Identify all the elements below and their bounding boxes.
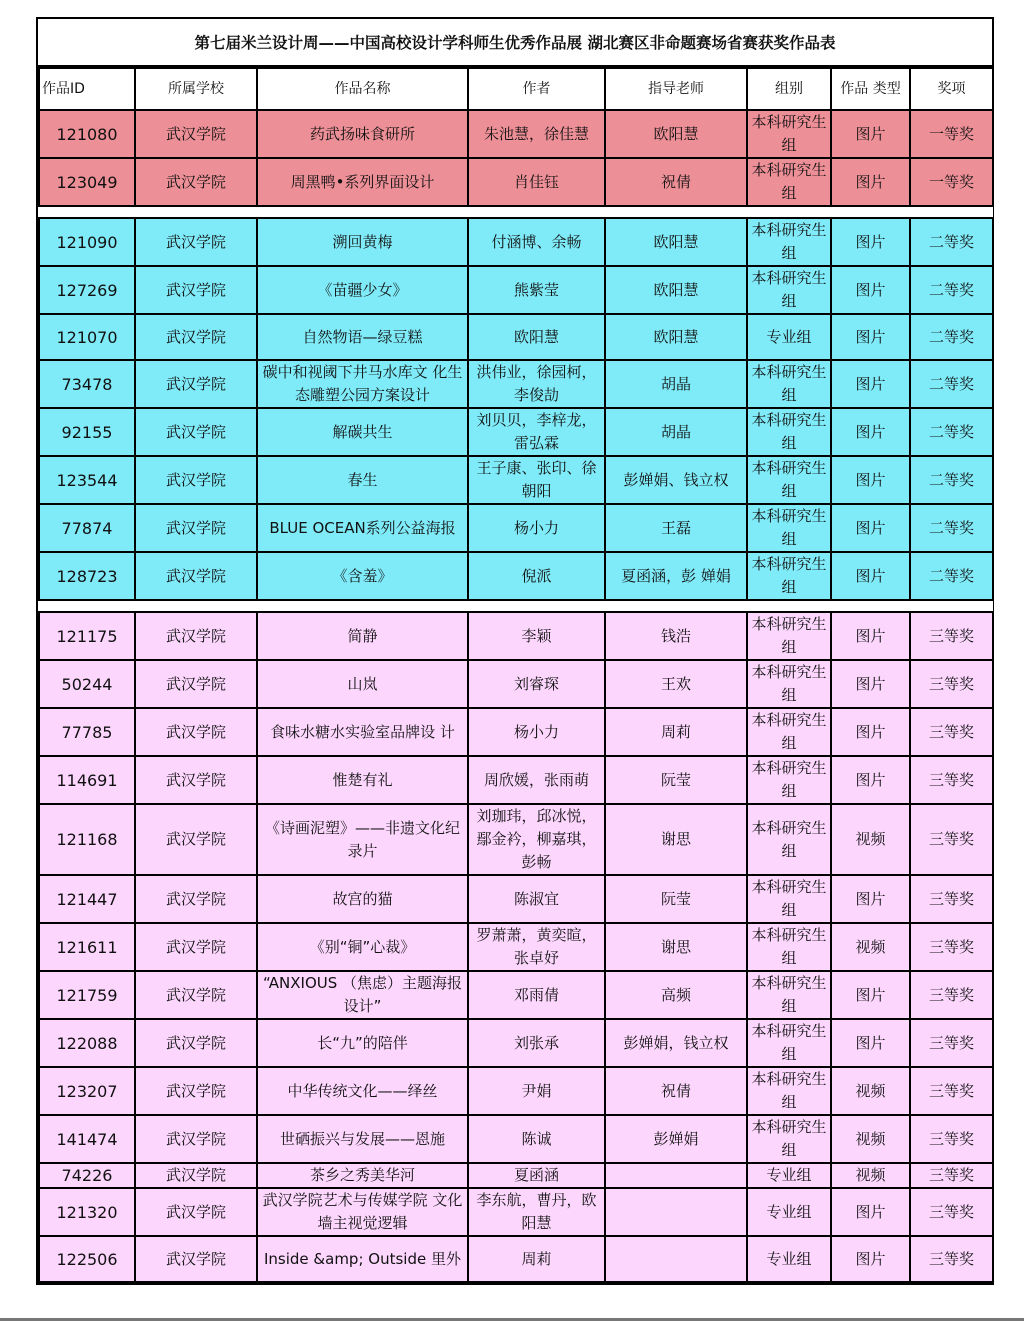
cell-award: 二等奖 xyxy=(910,360,993,408)
cell-school: 武汉学院 xyxy=(135,1115,257,1163)
table-row xyxy=(39,756,993,804)
cell-id: 50244 xyxy=(39,660,135,708)
table-title: 第七届米兰设计周——中国高校设计学科师生优秀作品展 湖北赛区非命题赛场省赛获奖作品表 xyxy=(38,19,992,67)
cell-id: 121168 xyxy=(39,804,135,875)
cell-award: 三等奖 xyxy=(910,756,993,804)
cell-group: 本科研究生组 xyxy=(747,504,831,552)
cell-work-name: Inside &amp; Outside 里外 xyxy=(257,1236,468,1282)
cell-teacher: 胡晶 xyxy=(605,408,747,456)
cell-type: 图片 xyxy=(831,504,910,552)
cell-teacher xyxy=(605,1163,747,1188)
table-row xyxy=(39,971,993,1019)
cell-author: 陈淑宜 xyxy=(468,875,605,923)
cell-group: 本科研究生组 xyxy=(747,660,831,708)
cell-author: 刘睿琛 xyxy=(468,660,605,708)
header-author: 作者 xyxy=(468,68,605,110)
table-row xyxy=(39,360,993,408)
cell-work-name: 《诗画泥塑》——非遗文化纪录片 xyxy=(257,804,468,875)
cell-author: 夏函涵 xyxy=(468,1163,605,1188)
cell-type: 图片 xyxy=(831,552,910,600)
cell-group: 本科研究生组 xyxy=(747,158,831,206)
cell-award: 二等奖 xyxy=(910,266,993,314)
cell-id: 77874 xyxy=(39,504,135,552)
cell-author: 罗萧萧，黄奕暄， 张卓妤 xyxy=(468,923,605,971)
cell-work-name: 中华传统文化——绎丝 xyxy=(257,1067,468,1115)
cell-award: 一等奖 xyxy=(910,110,993,158)
cell-author: 刘张承 xyxy=(468,1019,605,1067)
cell-work-name: 故宫的猫 xyxy=(257,875,468,923)
cell-school: 武汉学院 xyxy=(135,1236,257,1282)
cell-teacher: 欧阳慧 xyxy=(605,266,747,314)
cell-group: 本科研究生组 xyxy=(747,971,831,1019)
cell-author: 邓雨倩 xyxy=(468,971,605,1019)
cell-award: 一等奖 xyxy=(910,158,993,206)
cell-teacher: 祝倩 xyxy=(605,1067,747,1115)
cell-type: 图片 xyxy=(831,218,910,266)
table-row xyxy=(39,552,993,600)
header-id: 作品ID xyxy=(39,68,135,110)
cell-group: 本科研究生组 xyxy=(747,1115,831,1163)
cell-work-name: 自然物语—绿豆糕 xyxy=(257,314,468,360)
table-row xyxy=(39,1236,993,1282)
cell-id: 121447 xyxy=(39,875,135,923)
cell-type: 图片 xyxy=(831,266,910,314)
table-row xyxy=(39,1067,993,1115)
cell-group: 本科研究生组 xyxy=(747,218,831,266)
cell-author: 洪伟业，徐园柯， 李俊劼 xyxy=(468,360,605,408)
cell-award: 三等奖 xyxy=(910,1163,993,1188)
cell-work-name: 周黑鸭•系列界面设计 xyxy=(257,158,468,206)
cell-teacher: 欧阳慧 xyxy=(605,314,747,360)
cell-group: 本科研究生组 xyxy=(747,360,831,408)
separator-cell xyxy=(39,600,993,612)
cell-id: 121759 xyxy=(39,971,135,1019)
cell-work-name: 碳中和视阈下井马水库文 化生态雕塑公园方案设计 xyxy=(257,360,468,408)
table-row xyxy=(39,1115,993,1163)
cell-group: 本科研究生组 xyxy=(747,708,831,756)
cell-id: 123207 xyxy=(39,1067,135,1115)
cell-group: 本科研究生组 xyxy=(747,756,831,804)
cell-author: 刘贝贝，李梓龙，雷弘霖 xyxy=(468,408,605,456)
cell-type: 图片 xyxy=(831,110,910,158)
cell-id: 121611 xyxy=(39,923,135,971)
table-row xyxy=(39,660,993,708)
cell-type: 图片 xyxy=(831,1188,910,1236)
cell-group: 本科研究生组 xyxy=(747,1067,831,1115)
cell-author: 刘珈玮，邱冰悦，鄢金衿，柳嘉琪，彭畅 xyxy=(468,804,605,875)
cell-id: 141474 xyxy=(39,1115,135,1163)
cell-award: 三等奖 xyxy=(910,875,993,923)
cell-group: 专业组 xyxy=(747,314,831,360)
cell-award: 二等奖 xyxy=(910,504,993,552)
cell-id: 77785 xyxy=(39,708,135,756)
cell-teacher: 欧阳慧 xyxy=(605,218,747,266)
cell-teacher: 阮莹 xyxy=(605,756,747,804)
cell-school: 武汉学院 xyxy=(135,266,257,314)
cell-teacher: 阮莹 xyxy=(605,875,747,923)
cell-teacher: 高频 xyxy=(605,971,747,1019)
cell-award: 三等奖 xyxy=(910,1019,993,1067)
table-row xyxy=(39,708,993,756)
table-row xyxy=(39,408,993,456)
cell-id: 128723 xyxy=(39,552,135,600)
group-separator xyxy=(39,600,993,612)
cell-id: 122506 xyxy=(39,1236,135,1282)
cell-work-name: 长“九”的陪伴 xyxy=(257,1019,468,1067)
cell-work-name: 《苗疆少女》 xyxy=(257,266,468,314)
cell-school: 武汉学院 xyxy=(135,971,257,1019)
cell-type: 图片 xyxy=(831,456,910,504)
cell-group: 本科研究生组 xyxy=(747,110,831,158)
cell-award: 三等奖 xyxy=(910,1188,993,1236)
cell-work-name: 食味水糖水实验室品牌设 计 xyxy=(257,708,468,756)
cell-author: 尹娟 xyxy=(468,1067,605,1115)
cell-school: 武汉学院 xyxy=(135,456,257,504)
cell-type: 视频 xyxy=(831,804,910,875)
cell-teacher: 周莉 xyxy=(605,708,747,756)
cell-work-name: 《含羞》 xyxy=(257,552,468,600)
cell-award: 三等奖 xyxy=(910,1067,993,1115)
award-table-sheet xyxy=(36,17,994,1285)
header-group: 组别 xyxy=(747,68,831,110)
cell-type: 图片 xyxy=(831,875,910,923)
cell-school: 武汉学院 xyxy=(135,360,257,408)
award-table xyxy=(38,67,994,1283)
cell-teacher: 彭婵娟、钱立权 xyxy=(605,456,747,504)
table-row xyxy=(39,314,993,360)
cell-author: 陈诚 xyxy=(468,1115,605,1163)
cell-type: 图片 xyxy=(831,314,910,360)
cell-award: 三等奖 xyxy=(910,804,993,875)
cell-work-name: BLUE OCEAN系列公益海报 xyxy=(257,504,468,552)
table-row xyxy=(39,1188,993,1236)
cell-id: 122088 xyxy=(39,1019,135,1067)
cell-id: 123544 xyxy=(39,456,135,504)
cell-group: 本科研究生组 xyxy=(747,875,831,923)
cell-teacher: 谢思 xyxy=(605,804,747,875)
cell-type: 视频 xyxy=(831,1115,910,1163)
table-row xyxy=(39,218,993,266)
cell-type: 图片 xyxy=(831,971,910,1019)
cell-teacher: 欧阳慧 xyxy=(605,110,747,158)
cell-teacher: 祝倩 xyxy=(605,158,747,206)
header-type: 作品 类型 xyxy=(831,68,910,110)
header-row xyxy=(39,68,993,110)
cell-work-name: 解碳共生 xyxy=(257,408,468,456)
cell-group: 专业组 xyxy=(747,1188,831,1236)
cell-school: 武汉学院 xyxy=(135,158,257,206)
cell-school: 武汉学院 xyxy=(135,660,257,708)
table-row xyxy=(39,875,993,923)
cell-group: 本科研究生组 xyxy=(747,923,831,971)
cell-school: 武汉学院 xyxy=(135,708,257,756)
cell-school: 武汉学院 xyxy=(135,1188,257,1236)
cell-school: 武汉学院 xyxy=(135,756,257,804)
cell-teacher xyxy=(605,1236,747,1282)
cell-type: 视频 xyxy=(831,1163,910,1188)
cell-type: 图片 xyxy=(831,756,910,804)
cell-id: 121070 xyxy=(39,314,135,360)
table-row xyxy=(39,1163,993,1188)
cell-work-name: 世硒振兴与发展——恩施 xyxy=(257,1115,468,1163)
cell-author: 李颖 xyxy=(468,612,605,660)
cell-award: 三等奖 xyxy=(910,923,993,971)
cell-award: 二等奖 xyxy=(910,456,993,504)
cell-id: 121080 xyxy=(39,110,135,158)
cell-type: 视频 xyxy=(831,1067,910,1115)
cell-group: 本科研究生组 xyxy=(747,552,831,600)
cell-author: 杨小力 xyxy=(468,504,605,552)
header-work-name: 作品名称 xyxy=(257,68,468,110)
cell-author: 李东航，曹丹，欧 阳慧 xyxy=(468,1188,605,1236)
table-row xyxy=(39,923,993,971)
cell-school: 武汉学院 xyxy=(135,218,257,266)
cell-teacher: 钱浩 xyxy=(605,612,747,660)
cell-group: 本科研究生组 xyxy=(747,1019,831,1067)
cell-author: 周莉 xyxy=(468,1236,605,1282)
cell-award: 三等奖 xyxy=(910,1236,993,1282)
cell-author: 熊紫莹 xyxy=(468,266,605,314)
cell-author: 倪派 xyxy=(468,552,605,600)
cell-award: 二等奖 xyxy=(910,552,993,600)
cell-work-name: “ANXIOUS （焦虑）主题海报设计” xyxy=(257,971,468,1019)
cell-teacher: 彭婵娟 xyxy=(605,1115,747,1163)
cell-work-name: 药武扬味食研所 xyxy=(257,110,468,158)
cell-teacher: 彭婵娟，钱立权 xyxy=(605,1019,747,1067)
cell-group: 本科研究生组 xyxy=(747,804,831,875)
cell-group: 本科研究生组 xyxy=(747,612,831,660)
cell-award: 二等奖 xyxy=(910,218,993,266)
cell-work-name: 茶乡之秀美华河 xyxy=(257,1163,468,1188)
cell-teacher: 胡晶 xyxy=(605,360,747,408)
cell-author: 肖佳钰 xyxy=(468,158,605,206)
cell-id: 92155 xyxy=(39,408,135,456)
cell-type: 图片 xyxy=(831,408,910,456)
cell-type: 图片 xyxy=(831,612,910,660)
group-separator xyxy=(39,206,993,218)
cell-award: 三等奖 xyxy=(910,1115,993,1163)
cell-id: 73478 xyxy=(39,360,135,408)
cell-id: 121320 xyxy=(39,1188,135,1236)
separator-cell xyxy=(39,206,993,218)
cell-id: 74226 xyxy=(39,1163,135,1188)
cell-type: 图片 xyxy=(831,708,910,756)
table-row xyxy=(39,110,993,158)
cell-type: 图片 xyxy=(831,1236,910,1282)
cell-group: 本科研究生组 xyxy=(747,456,831,504)
table-row xyxy=(39,1019,993,1067)
cell-school: 武汉学院 xyxy=(135,110,257,158)
cell-author: 欧阳慧 xyxy=(468,314,605,360)
cell-type: 视频 xyxy=(831,923,910,971)
cell-school: 武汉学院 xyxy=(135,612,257,660)
cell-type: 图片 xyxy=(831,660,910,708)
cell-type: 图片 xyxy=(831,1019,910,1067)
table-row xyxy=(39,266,993,314)
cell-award: 三等奖 xyxy=(910,660,993,708)
cell-teacher: 王欢 xyxy=(605,660,747,708)
cell-work-name: 惟楚有礼 xyxy=(257,756,468,804)
table-row xyxy=(39,612,993,660)
cell-id: 114691 xyxy=(39,756,135,804)
cell-teacher: 夏函涵，彭 婵娟 xyxy=(605,552,747,600)
cell-award: 三等奖 xyxy=(910,612,993,660)
header-school: 所属学校 xyxy=(135,68,257,110)
cell-work-name: 《别“铜”心裁》 xyxy=(257,923,468,971)
cell-award: 三等奖 xyxy=(910,971,993,1019)
cell-id: 121175 xyxy=(39,612,135,660)
cell-school: 武汉学院 xyxy=(135,552,257,600)
cell-school: 武汉学院 xyxy=(135,1163,257,1188)
cell-id: 127269 xyxy=(39,266,135,314)
cell-teacher xyxy=(605,1188,747,1236)
cell-teacher: 谢思 xyxy=(605,923,747,971)
cell-group: 专业组 xyxy=(747,1163,831,1188)
cell-school: 武汉学院 xyxy=(135,314,257,360)
cell-school: 武汉学院 xyxy=(135,923,257,971)
cell-school: 武汉学院 xyxy=(135,1019,257,1067)
cell-school: 武汉学院 xyxy=(135,804,257,875)
cell-work-name: 山岚 xyxy=(257,660,468,708)
cell-author: 付涵博、余畅 xyxy=(468,218,605,266)
header-teacher: 指导老师 xyxy=(605,68,747,110)
cell-work-name: 春生 xyxy=(257,456,468,504)
table-row xyxy=(39,158,993,206)
cell-author: 杨小力 xyxy=(468,708,605,756)
cell-teacher: 王磊 xyxy=(605,504,747,552)
cell-type: 图片 xyxy=(831,158,910,206)
cell-school: 武汉学院 xyxy=(135,408,257,456)
cell-school: 武汉学院 xyxy=(135,875,257,923)
cell-id: 121090 xyxy=(39,218,135,266)
cell-type: 图片 xyxy=(831,360,910,408)
cell-group: 本科研究生组 xyxy=(747,408,831,456)
cell-award: 二等奖 xyxy=(910,314,993,360)
table-row xyxy=(39,504,993,552)
cell-work-name: 简静 xyxy=(257,612,468,660)
table-body xyxy=(39,68,993,1282)
table-row xyxy=(39,804,993,875)
cell-award: 三等奖 xyxy=(910,708,993,756)
cell-author: 王子康、张印、徐朝阳 xyxy=(468,456,605,504)
cell-school: 武汉学院 xyxy=(135,504,257,552)
table-row xyxy=(39,456,993,504)
header-award: 奖项 xyxy=(910,68,993,110)
cell-work-name: 溯回黄梅 xyxy=(257,218,468,266)
cell-id: 123049 xyxy=(39,158,135,206)
cell-work-name: 武汉学院艺术与传媒学院 文化墙主视觉逻辑 xyxy=(257,1188,468,1236)
cell-group: 本科研究生组 xyxy=(747,266,831,314)
cell-group: 专业组 xyxy=(747,1236,831,1282)
cell-author: 周欣媛，张雨萌 xyxy=(468,756,605,804)
cell-school: 武汉学院 xyxy=(135,1067,257,1115)
cell-award: 二等奖 xyxy=(910,408,993,456)
cell-author: 朱池慧，徐佳慧 xyxy=(468,110,605,158)
